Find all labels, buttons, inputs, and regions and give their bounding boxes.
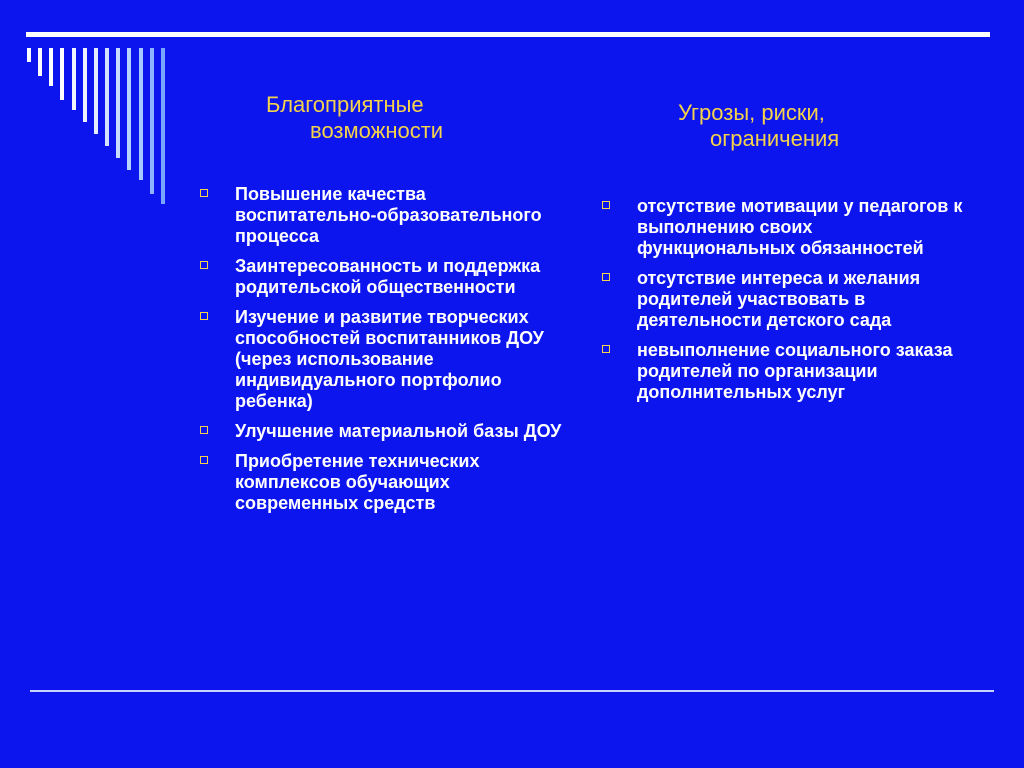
stripe [139, 48, 143, 180]
square-bullet-icon [200, 189, 208, 197]
right-heading-line2: ограничения [710, 126, 840, 151]
stripe [27, 48, 31, 62]
list-item: невыполнение социального заказа родителей по организации дополнительных услуг [600, 340, 972, 403]
stripe [38, 48, 42, 76]
stripe [72, 48, 76, 110]
stripe [94, 48, 98, 134]
square-bullet-icon [200, 312, 208, 320]
square-bullet-icon [200, 456, 208, 464]
stripe [150, 48, 154, 194]
list-item: Улучшение материальной базы ДОУ [198, 421, 568, 442]
left-heading [266, 92, 443, 144]
stripe [105, 48, 109, 146]
stripe [49, 48, 53, 86]
list-item: отсутствие интереса и желания родителей участвовать в деятельности детского сада [600, 268, 972, 331]
list-item: Приобретение технических комплексов обучающих современных средств [198, 451, 568, 514]
stripe [116, 48, 120, 158]
list-item: отсутствие мотивации у педагогов к выполнению своих функциональных обязанностей [600, 196, 972, 259]
square-bullet-icon [602, 273, 610, 281]
top-rule [26, 32, 990, 37]
square-bullet-icon [200, 426, 208, 434]
list-item: Изучение и развитие творческих способностей воспитанников ДОУ (через использование индивидуального портфолио ребенка) [198, 307, 568, 412]
list-item: Повышение качества воспитательно-образовательного процесса [198, 184, 568, 247]
opportunities-list [198, 184, 568, 523]
stripe [60, 48, 64, 100]
stripe [161, 48, 165, 204]
stripe [83, 48, 87, 122]
left-heading-line1: Благоприятные [266, 92, 424, 117]
square-bullet-icon [200, 261, 208, 269]
threats-list [600, 196, 972, 412]
right-heading [678, 100, 839, 152]
square-bullet-icon [602, 201, 610, 209]
square-bullet-icon [602, 345, 610, 353]
stripe [127, 48, 131, 170]
right-heading-line1: Угрозы, риски, [678, 100, 825, 125]
list-item: Заинтересованность и поддержка родительской общественности [198, 256, 568, 298]
left-heading-line2: возможности [310, 118, 444, 143]
bottom-rule [30, 690, 994, 692]
